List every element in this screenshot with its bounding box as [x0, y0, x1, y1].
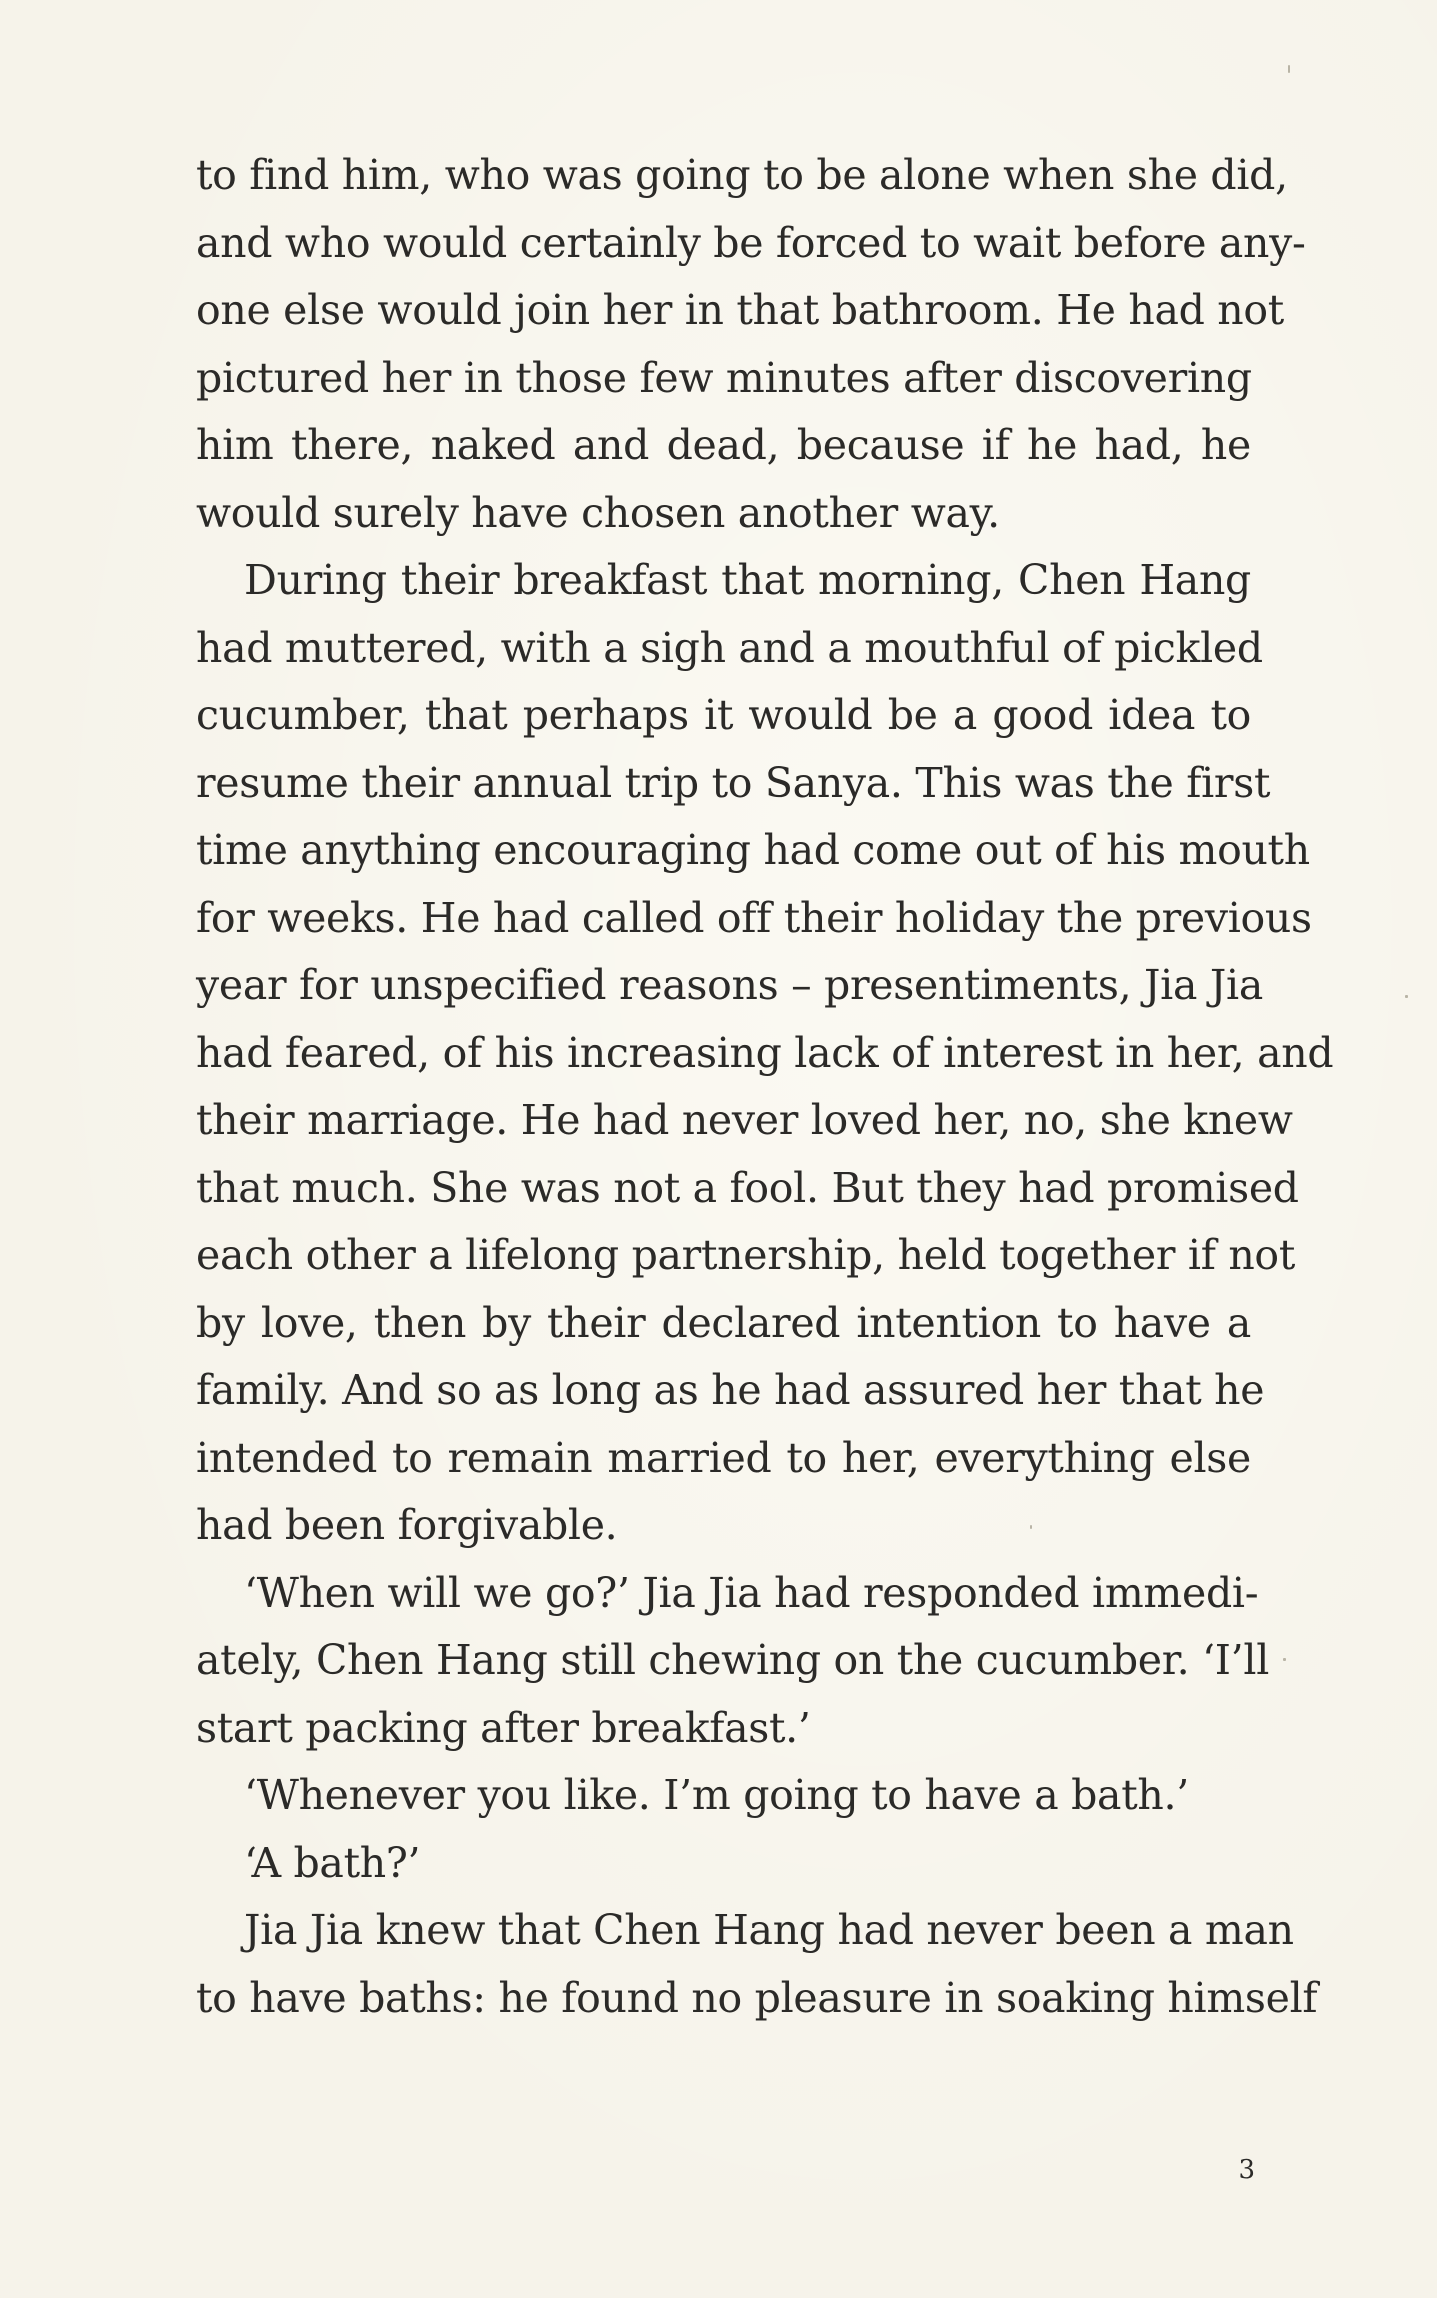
text-line: for weeks. He had called off their holiday the previous [196, 893, 1312, 942]
text-line: ‘When will we go?’ Jia Jia had responded immedi- [244, 1568, 1259, 1617]
text-line: to have baths: he found no pleasure in soaking himself [196, 1973, 1318, 2022]
text-line: ‘Whenever you like. I’m going to have a bath.’ [244, 1771, 1189, 1819]
text-line: time anything encouraging had come out of his mouth [196, 826, 1310, 874]
text-line: each other a lifelong partnership, held together if not [196, 1231, 1295, 1279]
text-line: intended to remain married to her, everything else [196, 1433, 1251, 1482]
paper-speck [1283, 1658, 1286, 1661]
text-line: and who would certainly be forced to wait before any- [196, 218, 1306, 267]
text-line: family. And so as long as he had assured her that he [196, 1366, 1265, 1414]
text-line: During their breakfast that morning, Chen Hang [244, 556, 1251, 604]
paper-speck [1288, 65, 1290, 73]
paper-speck [1030, 1525, 1032, 1529]
text-line: start packing after breakfast.’ [196, 1703, 811, 1752]
text-line: had been forgivable. [196, 1501, 618, 1549]
text-line: would surely have chosen another way. [196, 488, 1000, 537]
text-line: had muttered, with a sigh and a mouthful of pickled [196, 623, 1263, 672]
text-line: pictured her in those few minutes after discovering [196, 353, 1252, 402]
body-text [196, 142, 1334, 2032]
text-line: resume their annual trip to Sanya. This was the first [196, 758, 1271, 807]
text-line: to find him, who was going to be alone when she did, [196, 151, 1288, 199]
text-line: one else would join her in that bathroom. He had not [196, 286, 1284, 334]
text-line: ately, Chen Hang still chewing on the cucumber. ‘I’ll [196, 1636, 1270, 1684]
text-line: their marriage. He had never loved her, no, she knew [196, 1096, 1293, 1144]
text-line: Jia Jia knew that Chen Hang had never been a man [244, 1906, 1294, 1954]
text-line: had feared, of his increasing lack of interest in her, and [196, 1028, 1334, 1077]
text-line: ‘A bath?’ [244, 1838, 421, 1887]
text-line: that much. She was not a fool. But they had promised [196, 1163, 1299, 1212]
text-line: cucumber, that perhaps it would be a good idea to [196, 691, 1251, 739]
text-line: by love, then by their declared intention to have a [196, 1298, 1251, 1347]
paper-speck [1405, 995, 1408, 998]
text-line: year for unspecified reasons – presentiments, Jia Jia [196, 961, 1263, 1009]
text-line: him there, naked and dead, because if he had, he [196, 421, 1251, 469]
page-number: 3 [1238, 2155, 1255, 2185]
